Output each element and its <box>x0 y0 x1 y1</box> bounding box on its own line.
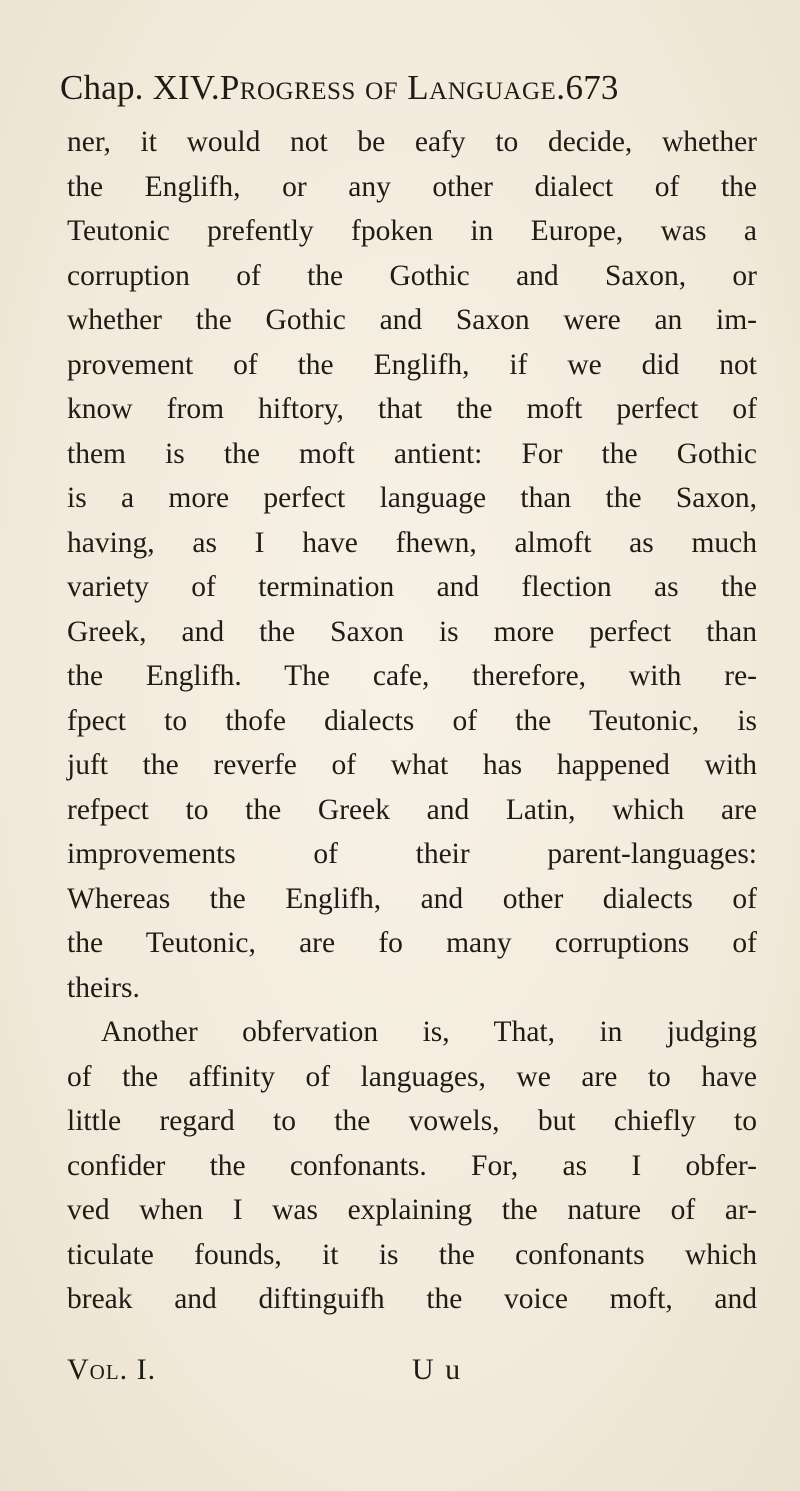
text-line: know from hiftory, that the moft perfect of <box>67 393 757 425</box>
text-line: of the affinity of languages, we are to have <box>67 1060 757 1093</box>
signature-mark: U u <box>412 1353 463 1386</box>
text-line: is a more perfect language than the Saxon, <box>67 482 757 514</box>
text-line: Greek, and the Saxon is more perfect than <box>67 615 757 648</box>
chapter-title: Progress of Language. <box>219 68 566 107</box>
paragraph-start-line: Another obfervation is, That, in judging <box>101 1016 757 1048</box>
text-line: corruption of the Gothic and Saxon, or <box>67 259 757 292</box>
text-line: Whereas the Englifh, and other dialects of <box>67 882 757 915</box>
text-line: having, as I have fhewn, almoft as much <box>67 526 757 559</box>
page-footer <box>67 1348 527 1392</box>
text-line: the Teutonic, are fo many corruptions of <box>67 927 757 959</box>
text-line: ticulate founds, it is the confonants which <box>67 1238 757 1271</box>
page-number: 673 <box>565 68 619 107</box>
chapter-label: Chap. XIV. <box>60 68 220 107</box>
text-line: provement of the Englifh, if we did not <box>67 348 757 381</box>
body-text <box>67 120 757 1322</box>
text-line: break and diftinguifh the voice moft, and <box>67 1283 757 1315</box>
text-line: confider the confonants. For, as I obfer- <box>67 1149 757 1182</box>
text-line: fpect to thofe dialects of the Teutonic, is <box>67 704 757 737</box>
text-line: ved when I was explaining the nature of ar- <box>67 1194 757 1226</box>
text-line: Teutonic prefently fpoken in Europe, was a <box>67 215 757 247</box>
text-line: refpect to the Greek and Latin, which are <box>67 793 757 826</box>
text-line: variety of termination and flection as the <box>67 571 757 603</box>
running-head <box>60 66 760 110</box>
volume-label: Vol. I. <box>67 1353 157 1386</box>
text-line: the Englifh, or any other dialect of the <box>67 170 757 203</box>
text-line: improvements of their parent-languages: <box>67 838 757 870</box>
text-line: the Englifh. The cafe, therefore, with re- <box>67 660 757 692</box>
text-line: juft the reverfe of what has happened with <box>67 749 757 781</box>
text-line: them is the moft antient: For the Gothic <box>67 437 757 470</box>
text-line: little regard to the vowels, but chiefly to <box>67 1105 757 1137</box>
text-line: ner, it would not be eafy to decide, whether <box>67 126 757 158</box>
text-line: whether the Gothic and Saxon were an im- <box>67 304 757 336</box>
paragraph-end-line: theirs. <box>67 971 140 1004</box>
